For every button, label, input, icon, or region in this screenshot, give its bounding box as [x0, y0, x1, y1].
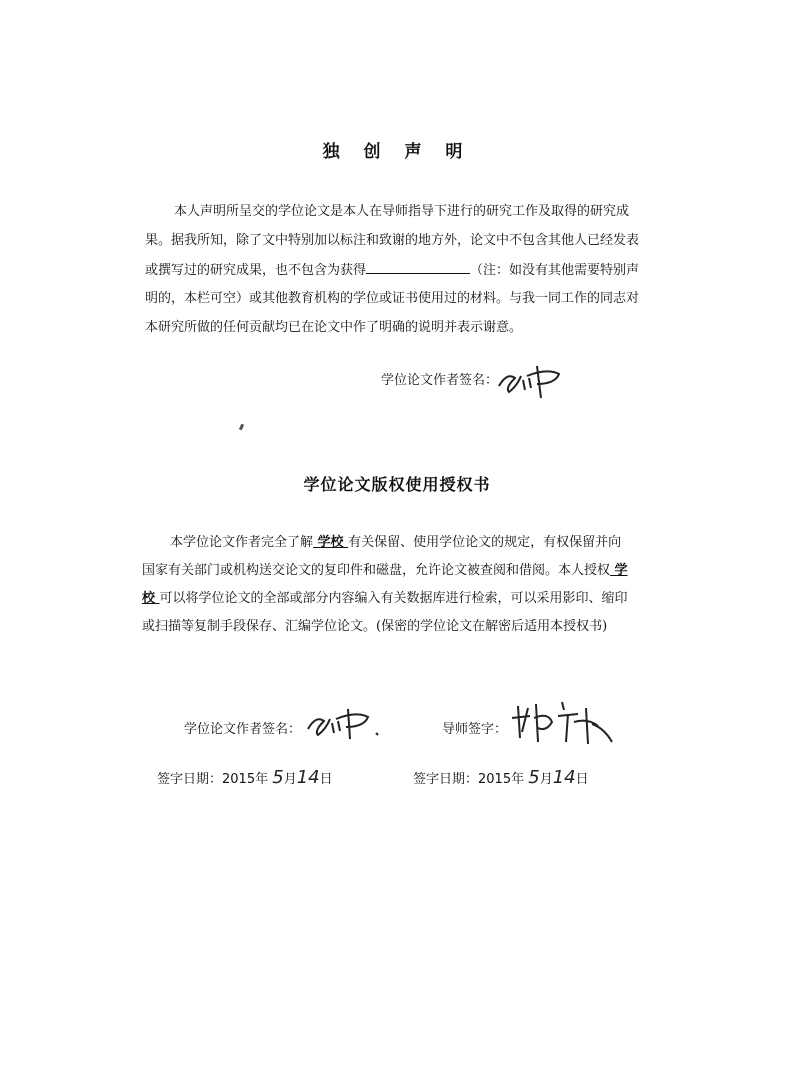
- author-signature-2: [306, 703, 386, 743]
- authorization-line-2: 国家有关部门或机构送交论文的复印件和磁盘，允许论文被查阅和借阅。本人授权 学: [142, 563, 628, 578]
- school-name-2a: 学: [610, 563, 628, 578]
- school-name-1: 学校: [317, 535, 344, 550]
- declaration-line-1: 本人声明所呈交的学位论文是本人在导师指导下进行的研究工作及取得的研究成: [174, 204, 630, 219]
- declaration-line-4: 明的，本栏可空）或其他教育机构的学位或证书使用过的材料。与我一同工作的同志对: [145, 291, 640, 306]
- blank-field: [366, 262, 470, 274]
- authorization-title: 学位论文版权使用授权书: [303, 475, 491, 494]
- authorization-line-1: 本学位论文作者完全了解 学校 有关保留、使用学位论文的规定，有权保留并向: [170, 535, 622, 550]
- declaration-line-5: 本研究所做的任何贡献均已在论文中作了明确的说明并表示谢意。: [145, 320, 523, 335]
- declaration-line-3-text: 或撰写过的研究成果，也不包含为获得: [145, 263, 367, 278]
- authorization-line-4: 或扫描等复制手段保存、汇编学位论文。(保密的学位论文在解密后适用本授权书): [142, 619, 608, 634]
- stray-mark: [239, 424, 244, 431]
- authorization-line-3: 校 可以将学位论文的全部或部分内容编入有关数据库进行检索，可以采用影印、缩印: [142, 591, 628, 606]
- advisor-date: 签字日期：2015年 5月14日: [413, 767, 589, 788]
- author-date: 签字日期：2015年 5月14日: [157, 767, 333, 788]
- author-signature-1: [497, 358, 577, 400]
- declaration-line-2: 果。据我所知，除了文中特别加以标注和致谢的地方外，论文中不包含其他人已经发表: [145, 233, 640, 248]
- advisor-signature: [508, 698, 618, 748]
- declaration-line-3: [145, 262, 639, 279]
- declaration-line-3-note: （注：如没有其他需要特别声: [470, 263, 640, 278]
- advisor-signature-label: 导师签字：: [442, 722, 508, 737]
- author-signature-label: 学位论文作者签名：: [184, 722, 302, 737]
- declaration-title: 独 创 声 明: [322, 142, 472, 162]
- school-name-2b: 校: [142, 591, 160, 606]
- declaration-signature-label: 学位论文作者签名：: [381, 373, 499, 388]
